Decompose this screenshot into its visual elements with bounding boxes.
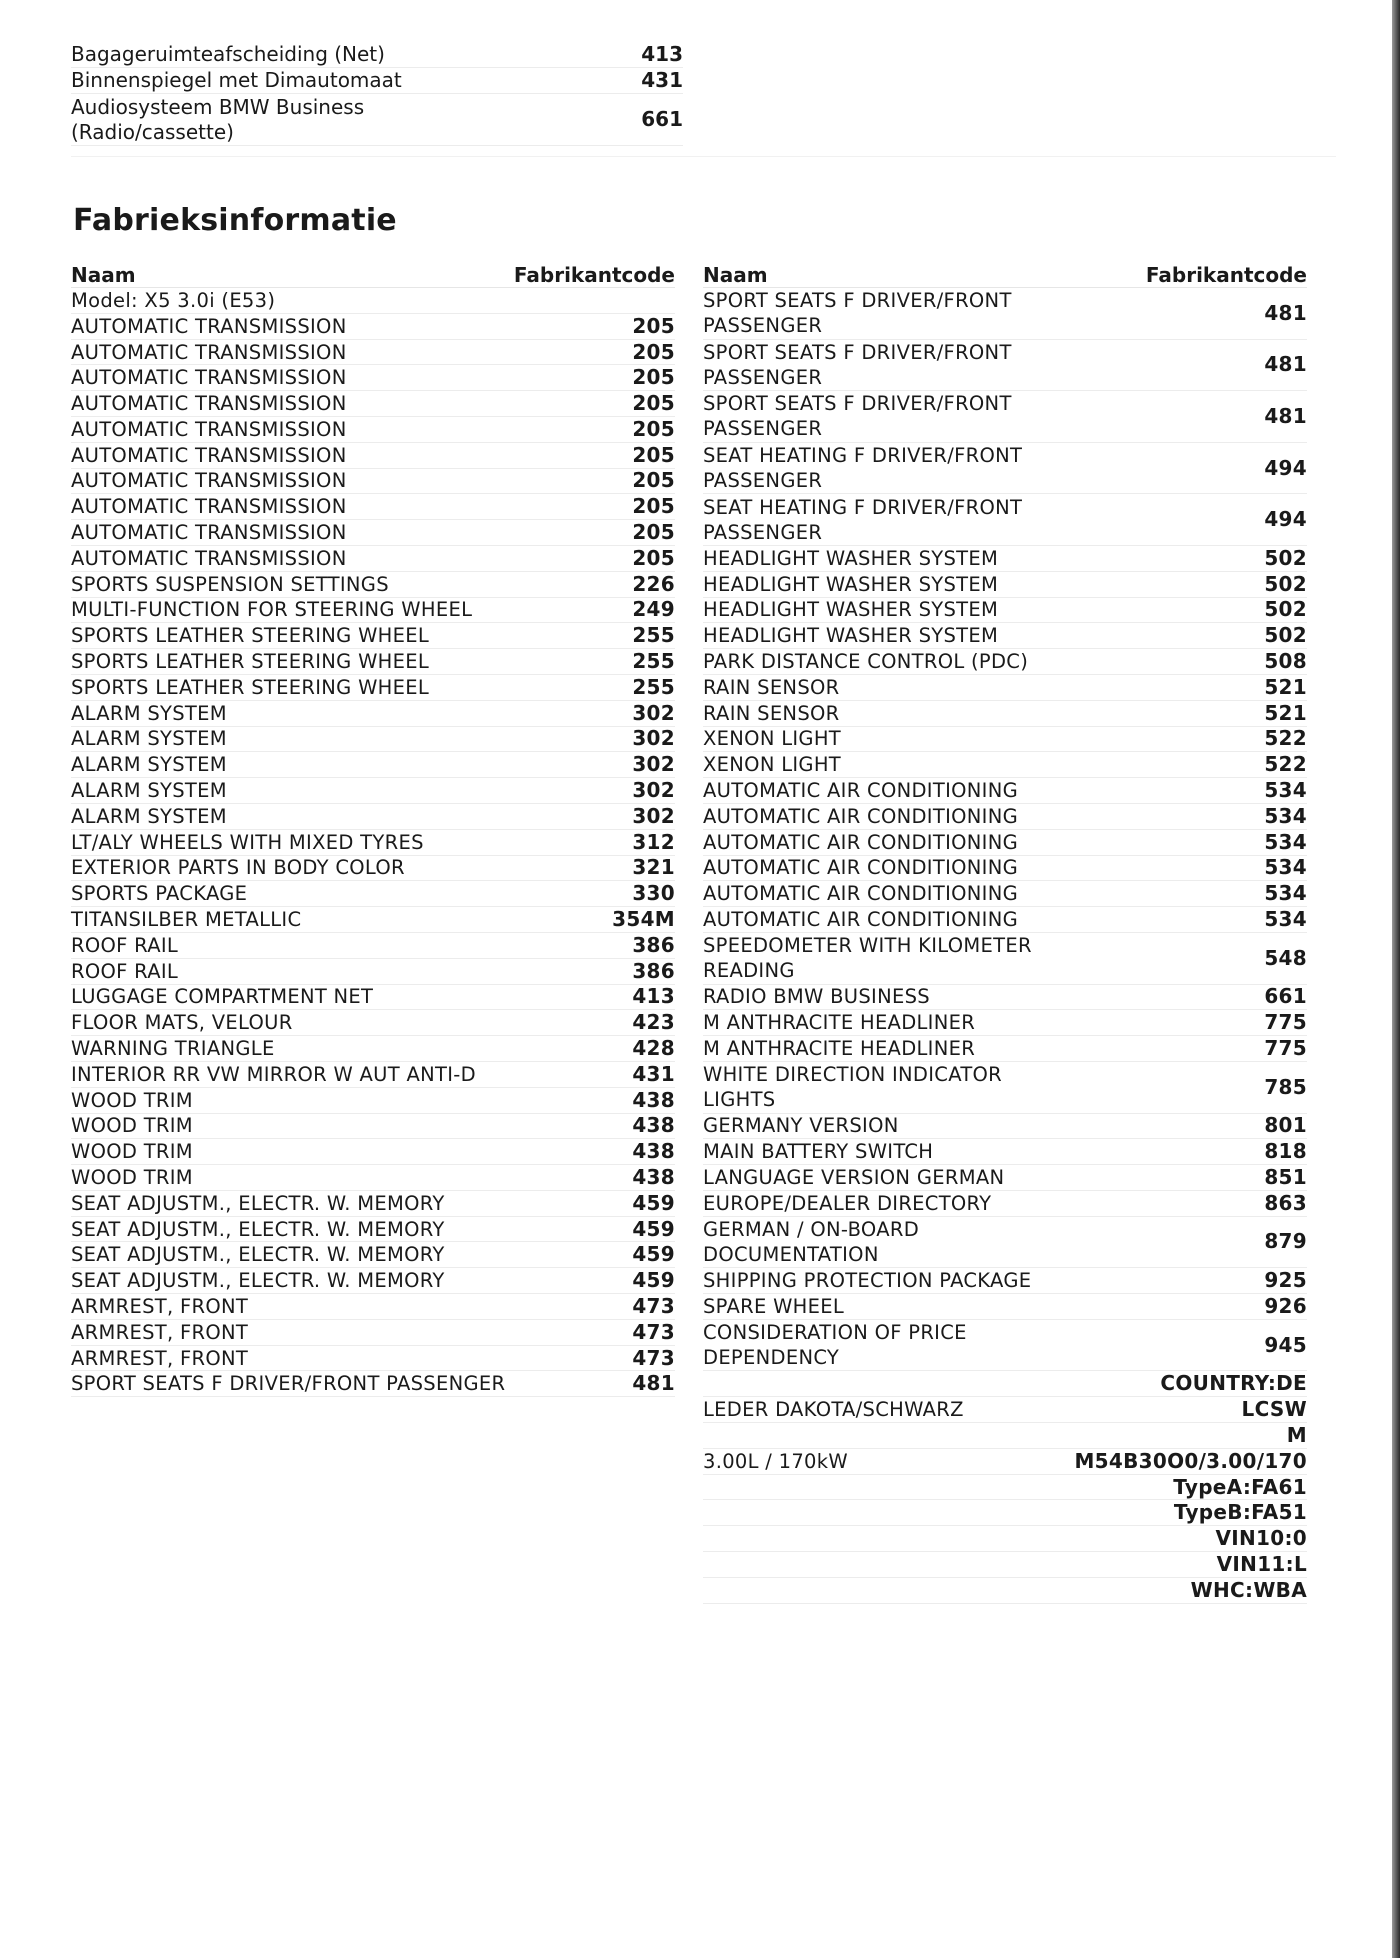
item-name: AUTOMATIC TRANSMISSION	[71, 546, 347, 570]
table-row	[71, 1088, 675, 1114]
item-name: ROOF RAIL	[71, 959, 179, 983]
table-row	[703, 443, 1307, 495]
item-name: CONSIDERATION OF PRICE DEPENDENCY	[703, 1321, 967, 1370]
item-code: 205	[632, 313, 675, 338]
table-row	[71, 443, 675, 469]
item-code: 205	[632, 520, 675, 545]
table-row	[703, 494, 1307, 546]
table-row	[703, 1114, 1307, 1140]
item-code: VIN11:L	[1216, 1551, 1307, 1576]
item-code: 428	[632, 1036, 675, 1061]
item-name: AUTOMATIC TRANSMISSION	[71, 521, 347, 545]
item-code: 534	[1264, 907, 1307, 932]
item-code: 945	[1264, 1332, 1307, 1357]
item-code: 249	[632, 597, 675, 622]
table-row	[71, 1217, 675, 1243]
item-code: M	[1286, 1422, 1307, 1447]
item-code: 521	[1264, 700, 1307, 725]
item-name: AUTOMATIC TRANSMISSION	[71, 366, 347, 390]
item-name: WHITE DIRECTION INDICATOR LIGHTS	[703, 1063, 1003, 1112]
item-name: SPORT SEATS F DRIVER/FRONT PASSENGER	[71, 1372, 506, 1396]
table-row	[71, 1010, 675, 1036]
item-code: 255	[632, 623, 675, 648]
table-row	[71, 1268, 675, 1294]
table-row	[71, 701, 675, 727]
item-code: 302	[632, 700, 675, 725]
table-row	[703, 1500, 1307, 1526]
item-code: 481	[1264, 300, 1307, 325]
item-name: ALARM SYSTEM	[71, 804, 227, 828]
item-name: WOOD TRIM	[71, 1114, 193, 1138]
item-name: AUTOMATIC TRANSMISSION	[71, 469, 347, 493]
item-name: SEAT ADJUSTM., ELECTR. W. MEMORY	[71, 1243, 445, 1267]
item-code: 255	[632, 649, 675, 674]
table-row	[71, 959, 675, 985]
item-code: 534	[1264, 778, 1307, 803]
item-name: 3.00L / 170kW	[703, 1449, 848, 1473]
table-row	[703, 1397, 1307, 1423]
item-code: 302	[632, 726, 675, 751]
item-name: PARK DISTANCE CONTROL (PDC)	[703, 650, 1029, 674]
item-name: SEAT HEATING F DRIVER/FRONT PASSENGER	[703, 495, 1023, 544]
table-row	[71, 623, 675, 649]
item-name: SPORT SEATS F DRIVER/FRONT PASSENGER	[703, 392, 1012, 441]
item-code: 205	[632, 339, 675, 364]
table-row	[71, 675, 675, 701]
item-name: SPARE WHEEL	[703, 1294, 845, 1318]
item-code: 522	[1264, 726, 1307, 751]
table-row	[703, 1268, 1307, 1294]
table-row	[71, 1036, 675, 1062]
item-name: LEDER DAKOTA/SCHWARZ	[703, 1398, 964, 1422]
item-name: XENON LIGHT	[703, 727, 842, 751]
item-code: 459	[632, 1242, 675, 1267]
item-code: 473	[632, 1293, 675, 1318]
item-code: 502	[1264, 623, 1307, 648]
item-name: HEADLIGHT WASHER SYSTEM	[703, 546, 999, 570]
item-code: 481	[632, 1371, 675, 1396]
table-row	[71, 856, 675, 882]
table-row	[71, 804, 675, 830]
table-row	[71, 907, 675, 933]
table-row	[703, 752, 1307, 778]
table-row	[703, 1010, 1307, 1036]
item-code: 775	[1264, 1010, 1307, 1035]
item-code: 205	[632, 365, 675, 390]
table-row	[71, 881, 675, 907]
item-name: ARMREST, FRONT	[71, 1346, 249, 1370]
item-name: AUTOMATIC AIR CONDITIONING	[703, 830, 1019, 854]
item-code: 459	[632, 1268, 675, 1293]
item-name: SPORTS PACKAGE	[71, 882, 248, 906]
item-code: 312	[632, 829, 675, 854]
table-row	[71, 546, 675, 572]
item-name: AUTOMATIC TRANSMISSION	[71, 392, 347, 416]
table-row	[703, 623, 1307, 649]
item-code: 863	[1264, 1190, 1307, 1215]
table-row	[71, 1165, 675, 1191]
item-code: 205	[632, 442, 675, 467]
item-name: AUTOMATIC TRANSMISSION	[71, 417, 347, 441]
option-name: Binnenspiegel met Dimautomaat	[71, 68, 402, 92]
item-code: 302	[632, 752, 675, 777]
option-code: 661	[641, 107, 683, 131]
item-code: 321	[632, 855, 675, 880]
table-row	[703, 546, 1307, 572]
table-row	[703, 1320, 1307, 1372]
item-name: GERMAN / ON-BOARD DOCUMENTATION	[703, 1217, 920, 1266]
item-code: 775	[1264, 1036, 1307, 1061]
item-name: ALARM SYSTEM	[71, 779, 227, 803]
item-name: WOOD TRIM	[71, 1140, 193, 1164]
table-row	[71, 94, 683, 146]
item-name: LANGUAGE VERSION GERMAN	[703, 1166, 1005, 1189]
table-row	[71, 1062, 675, 1088]
table-row	[703, 1526, 1307, 1552]
item-name: M ANTHRACITE HEADLINER	[703, 1037, 976, 1061]
header-code: Fabrikantcode	[513, 263, 675, 287]
item-code: 354M	[612, 907, 675, 932]
table-row	[71, 520, 675, 546]
table-row	[703, 933, 1307, 985]
item-name: SEAT ADJUSTM., ELECTR. W. MEMORY	[71, 1191, 445, 1215]
item-code: 205	[632, 494, 675, 519]
table-row	[703, 830, 1307, 856]
item-code: 925	[1264, 1268, 1307, 1293]
item-code: 473	[632, 1319, 675, 1344]
item-name: SPORT SEATS F DRIVER/FRONT PASSENGER	[703, 340, 1012, 389]
table-row	[703, 1191, 1307, 1217]
item-name: EXTERIOR PARTS IN BODY COLOR	[71, 856, 405, 880]
table-row	[703, 907, 1307, 933]
item-code: 494	[1264, 455, 1307, 480]
item-code: 522	[1264, 752, 1307, 777]
item-name: HEADLIGHT WASHER SYSTEM	[703, 572, 999, 596]
item-code: 438	[632, 1165, 675, 1189]
option-code: 413	[641, 42, 683, 66]
item-name: ARMREST, FRONT	[71, 1320, 249, 1344]
item-code: 255	[632, 674, 675, 699]
item-name: MAIN BATTERY SWITCH	[703, 1140, 934, 1164]
table-row	[71, 598, 675, 624]
table-row	[71, 1191, 675, 1217]
item-name: SPEEDOMETER WITH KILOMETER READING	[703, 934, 1032, 983]
item-name: WARNING TRIANGLE	[71, 1037, 275, 1061]
table-row	[703, 1217, 1307, 1269]
option-code: 431	[641, 68, 683, 92]
table-row	[71, 1114, 675, 1140]
table-row	[703, 1139, 1307, 1165]
table-row	[703, 1423, 1307, 1449]
item-code: 851	[1264, 1165, 1307, 1189]
item-name: WOOD TRIM	[71, 1088, 193, 1112]
item-code: 661	[1264, 984, 1307, 1009]
table-row	[71, 365, 675, 391]
item-code: COUNTRY:DE	[1160, 1371, 1307, 1396]
item-code: 534	[1264, 829, 1307, 854]
section-title: Fabrieksinformatie	[73, 203, 397, 238]
item-name: AUTOMATIC AIR CONDITIONING	[703, 779, 1019, 803]
item-code: 508	[1264, 649, 1307, 674]
table-row	[703, 1578, 1307, 1604]
item-name: LT/ALY WHEELS WITH MIXED TYRES	[71, 830, 424, 854]
table-row	[703, 572, 1307, 598]
item-code: 521	[1264, 674, 1307, 699]
item-code: 205	[632, 545, 675, 570]
item-name: SEAT ADJUSTM., ELECTR. W. MEMORY	[71, 1217, 445, 1241]
table-row	[703, 1165, 1307, 1191]
factory-info-right-column	[703, 262, 1307, 1604]
item-name: TITANSILBER METALLIC	[71, 908, 302, 932]
item-code: 502	[1264, 571, 1307, 596]
table-row	[703, 1036, 1307, 1062]
item-code: TypeA:FA61	[1173, 1474, 1307, 1499]
item-code: M54B30O0/3.00/170	[1074, 1448, 1307, 1473]
item-name: INTERIOR RR VW MIRROR W AUT ANTI-D	[71, 1062, 476, 1086]
table-row	[703, 649, 1307, 675]
item-code: 386	[632, 958, 675, 983]
item-code: 879	[1264, 1229, 1307, 1254]
item-code: 534	[1264, 855, 1307, 880]
item-code: 438	[632, 1139, 675, 1164]
item-code: 481	[1264, 352, 1307, 377]
table-row	[71, 933, 675, 959]
item-code: 502	[1264, 597, 1307, 622]
table-row	[703, 598, 1307, 624]
item-name: WOOD TRIM	[71, 1166, 193, 1189]
item-code: 226	[632, 571, 675, 596]
item-code: 473	[632, 1345, 675, 1370]
item-code: 926	[1264, 1293, 1307, 1318]
table-row	[71, 391, 675, 417]
factory-info-left-column	[71, 262, 675, 1397]
item-name: SPORTS SUSPENSION SETTINGS	[71, 572, 389, 596]
item-code: 548	[1264, 945, 1307, 970]
item-code: 534	[1264, 803, 1307, 828]
option-name: Bagageruimteafscheiding (Net)	[71, 42, 385, 66]
table-row	[71, 1294, 675, 1320]
item-name: RAIN SENSOR	[703, 701, 840, 725]
item-name: ALARM SYSTEM	[71, 701, 227, 725]
item-name: SPORTS LEATHER STEERING WHEEL	[71, 650, 430, 674]
item-name: GERMANY VERSION	[703, 1114, 899, 1138]
item-code: 438	[632, 1087, 675, 1112]
page-edge	[1392, 0, 1400, 1958]
item-code: VIN10:0	[1215, 1526, 1307, 1551]
option-name: Audiosysteem BMW Business (Radio/cassette)	[71, 94, 365, 144]
table-row	[703, 985, 1307, 1011]
item-name: RAIN SENSOR	[703, 675, 840, 699]
table-row	[71, 752, 675, 778]
item-name: ARMREST, FRONT	[71, 1294, 249, 1318]
item-code: 785	[1264, 1074, 1307, 1099]
item-name: LUGGAGE COMPARTMENT NET	[71, 985, 374, 1009]
table-row	[71, 68, 683, 94]
table-row	[703, 340, 1307, 392]
top-options-table	[71, 42, 683, 146]
table-row	[703, 804, 1307, 830]
item-code: 502	[1264, 545, 1307, 570]
item-code: 818	[1264, 1139, 1307, 1164]
item-code: 330	[632, 881, 675, 906]
table-row	[703, 1371, 1307, 1397]
item-name: ALARM SYSTEM	[71, 727, 227, 751]
item-name: AUTOMATIC TRANSMISSION	[71, 340, 347, 364]
header-name: Naam	[703, 263, 768, 287]
item-code: 431	[632, 1061, 675, 1086]
item-name: Model: X5 3.0i (E53)	[71, 288, 276, 312]
item-name: XENON LIGHT	[703, 753, 842, 777]
item-code: WHC:WBA	[1190, 1577, 1307, 1602]
table-row	[703, 727, 1307, 753]
table-row	[71, 830, 675, 856]
table-row	[71, 42, 683, 68]
item-code: 205	[632, 391, 675, 416]
item-name: SPORTS LEATHER STEERING WHEEL	[71, 675, 430, 699]
table-row	[703, 778, 1307, 804]
table-row	[71, 727, 675, 753]
table-row	[71, 778, 675, 804]
item-name: FLOOR MATS, VELOUR	[71, 1011, 293, 1035]
table-row	[71, 1242, 675, 1268]
table-row	[71, 469, 675, 495]
item-name: SHIPPING PROTECTION PACKAGE	[703, 1269, 1032, 1293]
table-row	[71, 314, 675, 340]
item-name: SPORT SEATS F DRIVER/FRONT PASSENGER	[703, 289, 1012, 338]
table-row	[703, 1449, 1307, 1475]
item-name: ALARM SYSTEM	[71, 753, 227, 777]
table-row	[703, 881, 1307, 907]
table-row	[703, 675, 1307, 701]
item-code: 494	[1264, 507, 1307, 532]
item-name: SEAT ADJUSTM., ELECTR. W. MEMORY	[71, 1269, 445, 1293]
item-code: 438	[632, 1113, 675, 1138]
header-name: Naam	[71, 263, 136, 287]
table-row	[71, 1346, 675, 1372]
table-row	[71, 985, 675, 1011]
item-name: ROOF RAIL	[71, 933, 179, 957]
table-row	[71, 417, 675, 443]
item-name: MULTI-FUNCTION FOR STEERING WHEEL	[71, 598, 473, 622]
item-code: 302	[632, 778, 675, 803]
table-row	[71, 288, 675, 314]
item-name: RADIO BMW BUSINESS	[703, 985, 930, 1009]
item-name: SEAT HEATING F DRIVER/FRONT PASSENGER	[703, 444, 1023, 493]
item-code: LCSW	[1241, 1397, 1307, 1422]
item-code: 205	[632, 468, 675, 493]
table-row	[71, 1139, 675, 1165]
item-name: HEADLIGHT WASHER SYSTEM	[703, 624, 999, 648]
table-row	[71, 1320, 675, 1346]
table-row	[71, 494, 675, 520]
table-row	[71, 572, 675, 598]
table-row	[703, 1062, 1307, 1114]
table-row	[703, 701, 1307, 727]
item-name: M ANTHRACITE HEADLINER	[703, 1011, 976, 1035]
item-name: SPORTS LEATHER STEERING WHEEL	[71, 624, 430, 648]
item-name: AUTOMATIC AIR CONDITIONING	[703, 908, 1019, 932]
item-code: 302	[632, 803, 675, 828]
table-header	[71, 262, 675, 288]
table-header	[703, 262, 1307, 288]
item-name: EUROPE/DEALER DIRECTORY	[703, 1191, 992, 1215]
table-row	[703, 1475, 1307, 1501]
item-code: 459	[632, 1190, 675, 1215]
item-name: AUTOMATIC TRANSMISSION	[71, 314, 347, 338]
item-name: AUTOMATIC TRANSMISSION	[71, 495, 347, 519]
table-row	[703, 856, 1307, 882]
item-code: 801	[1264, 1113, 1307, 1138]
item-code: TypeB:FA51	[1173, 1500, 1307, 1525]
item-code: 534	[1264, 881, 1307, 906]
table-row	[71, 649, 675, 675]
table-row	[703, 1294, 1307, 1320]
table-row	[71, 340, 675, 366]
item-name: AUTOMATIC AIR CONDITIONING	[703, 882, 1019, 906]
table-row	[703, 391, 1307, 443]
item-code: 205	[632, 416, 675, 441]
item-code: 386	[632, 932, 675, 957]
header-code: Fabrikantcode	[1145, 263, 1307, 287]
item-name: AUTOMATIC AIR CONDITIONING	[703, 804, 1019, 828]
item-name: HEADLIGHT WASHER SYSTEM	[703, 598, 999, 622]
table-row	[71, 1371, 675, 1397]
item-name: AUTOMATIC AIR CONDITIONING	[703, 856, 1019, 880]
item-code: 413	[632, 984, 675, 1009]
table-row	[703, 1552, 1307, 1578]
divider	[71, 156, 1336, 157]
item-name: AUTOMATIC TRANSMISSION	[71, 443, 347, 467]
table-row	[703, 288, 1307, 340]
item-code: 459	[632, 1216, 675, 1241]
item-code: 423	[632, 1010, 675, 1035]
item-code: 481	[1264, 403, 1307, 428]
